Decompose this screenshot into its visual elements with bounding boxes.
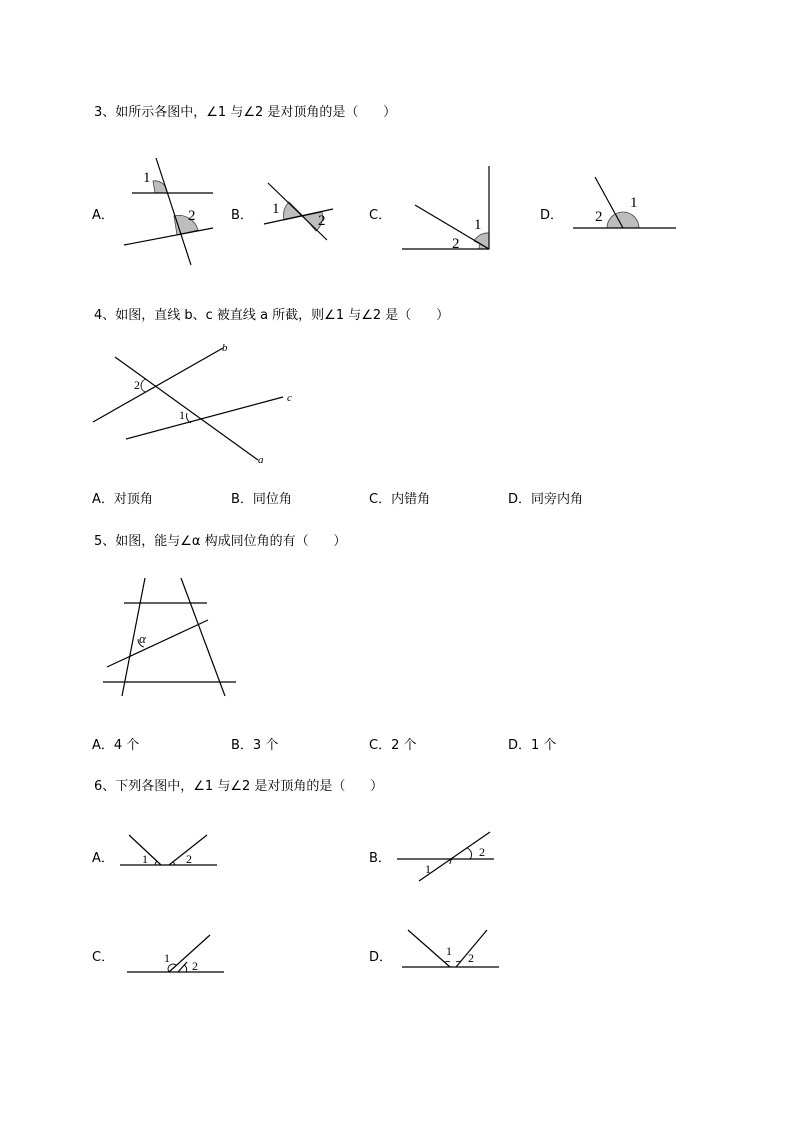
q4-line-c: [126, 397, 283, 439]
q6d-angle2-arc: [456, 961, 461, 962]
q3-option-a-label: A．: [92, 208, 114, 223]
q6-option-d-label: D．: [369, 950, 393, 965]
q4-option-a[interactable]: A．对顶角: [92, 492, 153, 507]
question-4-text: 4、如图，直线 b、c 被直线 a 所截，则∠1 与∠2 是（ ）: [94, 308, 450, 323]
q6c-label-1: 1: [164, 951, 170, 965]
q4-label-1: 1: [179, 408, 185, 422]
q5-line-transversal: [107, 620, 208, 667]
question-3-text: 3、如所示各图中，∠1 与∠2 是对顶角的是（ ）: [94, 105, 397, 120]
q3a-label-1: 1: [143, 170, 151, 186]
q3a-transversal: [156, 158, 191, 265]
q3d-label-1: 1: [630, 195, 638, 211]
q4-label-b: b: [222, 342, 228, 354]
q3a-line-bottom: [124, 228, 213, 245]
q6b-label-2: 2: [479, 845, 485, 859]
q4-label-c: c: [287, 392, 292, 404]
q6-figure-c: [124, 930, 229, 980]
q5-line-right: [181, 578, 225, 696]
q6d-label-1: 1: [446, 944, 452, 958]
q4-option-d[interactable]: D．同旁内角: [508, 492, 584, 507]
q3d-angle-arc: [607, 212, 639, 228]
q5-option-c[interactable]: C．2 个: [369, 738, 417, 753]
q4-label-a: a: [258, 454, 264, 466]
q6d-line-left: [408, 930, 450, 967]
q3d-label-2: 2: [595, 209, 603, 225]
q4-option-c[interactable]: C．内错角: [369, 492, 431, 507]
q4-figure: [90, 340, 305, 470]
question-6-text: 6、下列各图中，∠1 与∠2 是对顶角的是（ ）: [94, 779, 384, 794]
q6a-label-2: 2: [186, 852, 192, 866]
q6-figure-b: [395, 828, 500, 883]
q6d-label-2: 2: [468, 951, 474, 965]
q3-figure-a: [118, 155, 228, 270]
q6-option-c-label: C．: [92, 950, 115, 965]
q3c-label-2: 2: [452, 236, 460, 252]
q5-option-d[interactable]: D．1 个: [508, 738, 557, 753]
q6a-label-1: 1: [142, 852, 148, 866]
q6c-angle2-arc: [184, 965, 187, 972]
q5-figure: [100, 575, 240, 700]
q5-option-a[interactable]: A．4 个: [92, 738, 140, 753]
q3-figure-c: [398, 162, 498, 257]
q3b-label-2: 2: [318, 213, 326, 229]
q3a-label-2: 2: [188, 208, 196, 224]
q6-option-a-label: A．: [92, 851, 114, 866]
q5-option-b[interactable]: B．3 个: [231, 738, 279, 753]
q3c-label-1: 1: [474, 217, 482, 233]
q3-option-c-label: C．: [369, 208, 392, 223]
q6b-angle2-arc: [467, 848, 472, 859]
q6c-angle1-arc: [168, 964, 176, 972]
q6-figure-a: [118, 830, 223, 870]
q4-line-b: [93, 348, 223, 422]
q3-option-d-label: D．: [540, 208, 564, 223]
q6c-line-ray-1: [169, 935, 210, 972]
q6d-angle1-arc: [445, 961, 450, 962]
q4-line-a: [115, 357, 258, 460]
q3b-label-1: 1: [272, 201, 280, 217]
q6b-label-1: 1: [425, 862, 431, 876]
q3-option-b-label: B．: [231, 208, 253, 223]
q6-figure-d: [398, 925, 503, 975]
q5-label-alpha: α: [139, 631, 146, 646]
q4-label-2: 2: [134, 378, 140, 392]
q4-option-b[interactable]: B．同位角: [231, 492, 292, 507]
q3-figure-b: [258, 175, 348, 245]
q6c-label-2: 2: [192, 959, 198, 973]
q4-angle2-arc: [141, 379, 146, 392]
q3-figure-d: [570, 172, 680, 237]
question-5-text: 5、如图，能与∠α 构成同位角的有（ ）: [94, 534, 347, 549]
q6-option-b-label: B．: [369, 851, 391, 866]
